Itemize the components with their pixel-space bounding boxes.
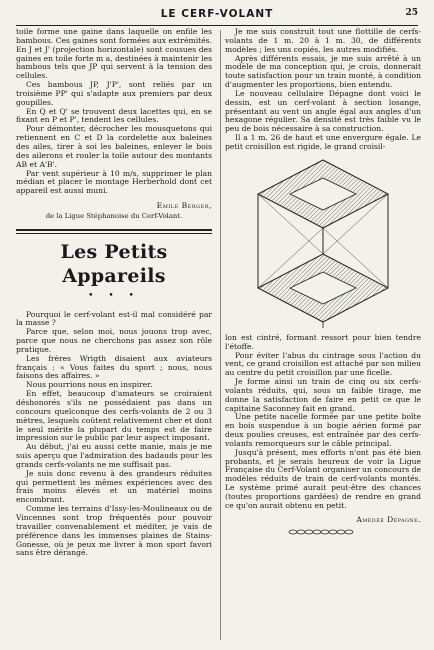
paragraph: Je me suis construit tout une flottille de cerfs-volants de 1 m. 20 à 1 m. 30, de différents modèles ; les uns copiés, les autres modifiés.: [225, 27, 421, 54]
paragraph: Pour éviter l'abus du cintrage sous l'action du vent, ce grand croisillon est attaché par son milieu au centre du petit croisillon par une ficelle.: [225, 350, 421, 378]
section-title: Les Petits Appareils: [60, 240, 168, 287]
page-number: 25: [405, 8, 418, 18]
right-bottom-body: [225, 334, 421, 511]
section-ornament: • • •: [88, 290, 140, 301]
paragraph: Au début, j'ai eu aussi cette manie, mais je me suis aperçu que l'admiration des badauds pour les grands cerfs-volants ne me suffisait pas.: [16, 442, 212, 469]
paragraph: Une petite nacelle formée par une petite boîte en bois suspendue à un bogie aérien formé par deux poulies creuses, est entraînée par des cerfs-volants remorqueurs sur le câble principal.: [225, 412, 421, 448]
magazine-title: LE CERF-VOLANT: [160, 8, 274, 20]
right-column: [225, 28, 421, 537]
paragraph: En Q et Q' se trouvent deux lacettes qui, en se fixant en P et P', tendent les cellules.: [16, 106, 212, 125]
paragraph: Après différents essais, je me suis arrêté à un modèle de ma conception qui, je crois, donnerait toute satisfaction pour un train monté, à condition d'augmenter les proportions, bien entendu.: [225, 53, 421, 90]
paragraph: Par vent supérieur à 10 m/s, supprimer le plan médian et placer le montage Herberhold dont cet appareil est aussi muni.: [16, 168, 212, 196]
paragraph: Les frères Wrigth disaient aux aviateurs français : « Vous faites du sport ; nous, nous faisons des affaires. »: [16, 353, 212, 381]
article-author: Amédée Dépagne.: [356, 514, 421, 524]
paragraph: Pour démonter, décrocher les mousquetons qui retiennent en C et D la cordelette aux baleines des ailes, tirer à soi les baleines, enlever le bois des ailerons et rouler la toile autour des montants AB et A'B'.: [16, 124, 212, 169]
paragraph: lon est cintré, formant ressort pour bien tendre l'étoffe.: [225, 332, 421, 351]
right-top-body: [225, 28, 421, 152]
left-column: [16, 28, 212, 558]
paragraph: Je forme ainsi un train de cinq ou six cerfs-volants réduits, qui, sous un faible tirage, me donne la satisfaction de faire en petit ce que le capitaine Saconney fait en grand.: [225, 377, 421, 413]
paragraph: Ces bambous JP, J'P', sont reliés par un troisième PP' qui s'adapte aux premiers par deux goupilles.: [16, 80, 212, 107]
section-body: [16, 311, 212, 559]
header-rule: [16, 25, 418, 26]
paragraph: Parce que, selon moi, nous jouons trop avec, parce que nous ne cherchons pas assez son rôle pratique.: [16, 327, 212, 354]
paragraph: Nous pourrions nous en inspirer.: [26, 380, 153, 390]
page-header: [16, 8, 418, 26]
chain-ornament-icon: [288, 529, 358, 535]
kite-drawing: [238, 154, 408, 330]
paragraph: En effet, beaucoup d'amateurs se croiraient déshonorés s'ils ne possédaient pas dans un concours quelconque des cerfs-volants de 2 ou 3 mètres, lesquels coûtent relativement cher et dont le seul mérite la plupart du temps est de faire impression sur le public par leur aspect imposant.: [16, 389, 212, 443]
paragraph: Le nouveau cellulaire Dépagne dont voici le dessin, est un cerf-volant à section losange, présentant au vent un angle égal aux angles d'un hexagone régulier. Sa densité est très faible vu le peu de bois nécessaire à sa construction.: [225, 88, 421, 134]
column-divider: [220, 30, 221, 640]
signature-affiliation: de la Ligue Stéphanoise du Cerf-Volant.: [45, 211, 183, 220]
signature-name: Emile Berger,: [156, 201, 212, 211]
paragraph: Comme les terrains d'Issy-les-Moulineaux ou de Vincennes sont trop fréquentés pour pouvoir travailler convenablement et méditer, je vais de préférence dans les immenses plaines de Stains-Gonesse, où je peux me livrer à mon sport favori sans être dérangé.: [16, 504, 212, 558]
paragraph: toile forme une gaine dans laquelle on enfile les bambous. Ces gaines sont formées aux extrémités. En J et J' (projection horizontale) sont cousues des gaines en toile forte m a, destinées à maintenir les bambous tels que JP qui servent à la tension des cellules.: [16, 27, 212, 81]
article-continuation: [16, 28, 212, 196]
paragraph: Jusqu'à présent, mes efforts n'ont pas été bien probants, et je serais heureux de voir la Ligue Française du Cerf-Volant organiser un concours de modèles réduits de train de cerf-volants montés. Le système primé aurait peut-être des chances (toutes proportions gardées) de rendre en grand ce qu'on aurait obtenu en petit.: [225, 447, 421, 510]
section-separator: [16, 229, 212, 234]
cellular-kite-illustration: [238, 154, 408, 330]
paragraph: Je suis donc revenu à des grandeurs réduites qui permettent les mêmes expériences avec des frais moins élevés et un matériel moins encombrant.: [16, 468, 212, 505]
tailpiece-ornament: [225, 529, 421, 538]
paragraph: Il a 1 m. 26 de haut et une envergure égale. Le petit croisillon est rigide, le grand croisil-: [225, 133, 421, 151]
paragraph: Pourquoi le cerf-volant est-il mal considéré par la masse ?: [16, 309, 212, 328]
